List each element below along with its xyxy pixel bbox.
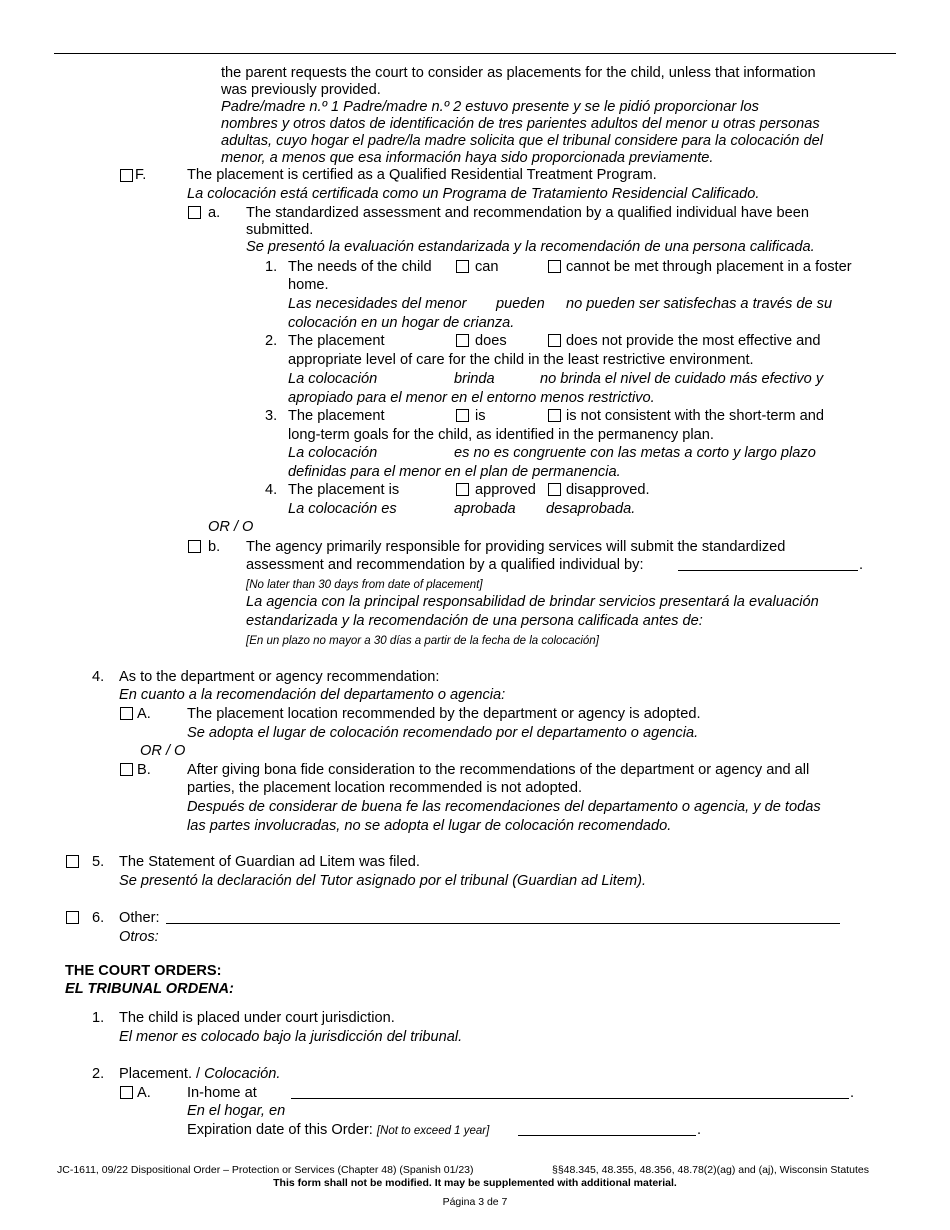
section-5-text-es: Se presentó la declaración del Tutor asignado por el tribunal (Guardian ad Litem).	[119, 873, 647, 889]
section-4-b-label: B.	[137, 762, 151, 778]
section-6-checkbox[interactable]	[66, 911, 79, 924]
or-divider-1: OR / O	[208, 519, 254, 535]
finding-3-opt1: is	[475, 408, 486, 424]
section-4-b-es-2: las partes involucradas, no se adopta el lugar de colocación recomendado.	[187, 818, 672, 834]
item-f-a-label: a.	[208, 205, 221, 221]
finding-3-es-lead: La colocación	[288, 445, 378, 461]
finding-1-es-opt2: no pueden ser satisfechas a través de su	[566, 296, 833, 312]
finding-1-es-line-2: colocación en un hogar de crianza.	[288, 315, 515, 331]
expiration-label: Expiration date of this Order:	[187, 1122, 373, 1138]
order-1-text: The child is placed under court jurisdiction.	[119, 1010, 395, 1026]
finding-1-opt2: cannot be met through placement in a foster	[566, 259, 852, 275]
finding-3-line-2: long-term goals for the child, as identified in the permanency plan.	[288, 427, 714, 443]
item-f-a-text-es: Se presentó la evaluación estandarizada y la recomendación de una persona calificada.	[246, 239, 815, 255]
finding-2-number: 2.	[265, 333, 278, 349]
finding-4-es-opt1: aprobada	[454, 501, 516, 517]
finding-1-line-2: home.	[288, 277, 329, 293]
finding-4-opt1: approved	[475, 482, 536, 498]
item-f-text-es: La colocación está certificada como un Programa de Tratamiento Residencial Calificado.	[187, 186, 760, 202]
section-4-a-text-es: Se adopta el lugar de colocación recomendado por el departamento o agencia.	[187, 725, 699, 741]
court-orders-title-es: EL TRIBUNAL ORDENA:	[65, 981, 234, 997]
finding-4-disapproved-checkbox[interactable]	[548, 483, 561, 496]
header-rule	[54, 53, 896, 54]
section-4-a-text: The placement location recommended by the department or agency is adopted.	[187, 706, 701, 722]
order-2-text-es: Colocación.	[204, 1066, 281, 1082]
footer-page-number: Página 3 de 7	[442, 1196, 508, 1208]
submission-date-period: .	[859, 557, 864, 573]
finding-2-does-checkbox[interactable]	[456, 334, 469, 347]
finding-4-lead: The placement is	[288, 482, 400, 498]
item-f-a-text-2: submitted.	[246, 222, 314, 238]
order-2-text	[119, 1065, 280, 1083]
top-es-line-4: menor, a menos que esa información haya sido proporcionada previamente.	[221, 150, 714, 166]
finding-1-can-checkbox[interactable]	[456, 260, 469, 273]
finding-1-opt1: can	[475, 259, 499, 275]
item-f-b-note: [No later than 30 days from date of placement]	[246, 579, 483, 591]
item-f-b-es-note: [En un plazo no mayor a 30 días a partir de la fecha de la colocación]	[246, 635, 599, 647]
item-f-b-text-2: assessment and recommendation by a qualified individual by:	[246, 557, 644, 573]
item-f-a-checkbox[interactable]	[188, 206, 201, 219]
item-f-b-checkbox[interactable]	[188, 540, 201, 553]
order-2-text-en: Placement. /	[119, 1066, 205, 1082]
finding-4-number: 4.	[265, 482, 278, 498]
finding-3-is-checkbox[interactable]	[456, 409, 469, 422]
top-line-2: was previously provided.	[221, 82, 381, 98]
section-4-b-text-2: parties, the placement location recommended is not adopted.	[187, 780, 583, 796]
order-1-number: 1.	[92, 1010, 105, 1026]
footer-notice: This form shall not be modified. It may be supplemented with additional material.	[273, 1177, 677, 1189]
or-divider-2: OR / O	[140, 743, 186, 759]
expiration-period: .	[697, 1122, 702, 1138]
finding-1-cannot-checkbox[interactable]	[548, 260, 561, 273]
submission-date-field[interactable]	[678, 570, 858, 571]
top-es-line-2: nombres y otros datos de identificación de tres parientes adultos del menor u otras personas	[221, 116, 820, 132]
section-6-number: 6.	[92, 910, 105, 926]
section-6-text-es: Otros:	[119, 929, 159, 945]
court-orders-title: THE COURT ORDERS:	[65, 963, 222, 979]
finding-1-lead: The needs of the child	[288, 259, 432, 275]
finding-2-does-not-checkbox[interactable]	[548, 334, 561, 347]
order-2-a-text: In-home at	[187, 1085, 257, 1101]
section-5-number: 5.	[92, 854, 105, 870]
section-4-a-label: A.	[137, 706, 151, 722]
finding-4-es-lead: La colocación es	[288, 501, 397, 517]
finding-1-es-lead: Las necesidades del menor	[288, 296, 467, 312]
section-4-number: 4.	[92, 669, 105, 685]
order-2-a-checkbox[interactable]	[120, 1086, 133, 1099]
finding-4-approved-checkbox[interactable]	[456, 483, 469, 496]
item-f-a-text-1: The standardized assessment and recommendation by a qualified individual have been	[246, 205, 810, 221]
footer-statutes: §§48.345, 48.355, 48.356, 48.78(2)(ag) and (aj), Wisconsin Statutes	[552, 1164, 869, 1176]
finding-3-lead: The placement	[288, 408, 385, 424]
finding-2-es-opt1: brinda	[454, 371, 495, 387]
finding-4-es-opt2: desaprobada.	[546, 501, 636, 517]
finding-3-es-opt1: es no es congruente con las metas a corto y largo plazo	[454, 445, 816, 461]
finding-2-opt1: does	[475, 333, 507, 349]
finding-2-es-lead: La colocación	[288, 371, 378, 387]
other-field[interactable]	[166, 923, 840, 924]
finding-3-opt2: is not consistent with the short-term and	[566, 408, 824, 424]
order-1-text-es: El menor es colocado bajo la jurisdicción del tribunal.	[119, 1029, 463, 1045]
in-home-period: .	[850, 1085, 855, 1101]
section-4-text: As to the department or agency recommendation:	[119, 669, 440, 685]
order-2-a-text-es: En el hogar, en	[187, 1103, 286, 1119]
item-f-text: The placement is certified as a Qualified Residential Treatment Program.	[187, 167, 657, 183]
section-4-text-es: En cuanto a la recomendación del departamento o agencia:	[119, 687, 506, 703]
top-es-line-3: adultas, cuyo hogar el padre/la madre solicita que el tribunal considere para la colocación del	[221, 133, 823, 149]
item-f-label: F.	[135, 167, 147, 183]
in-home-field[interactable]	[291, 1098, 849, 1099]
order-2-number: 2.	[92, 1066, 105, 1082]
order-2-a-label: A.	[137, 1085, 151, 1101]
finding-1-number: 1.	[265, 259, 278, 275]
section-5-text: The Statement of Guardian ad Litem was filed.	[119, 854, 420, 870]
finding-2-es-line-2: apropiado para el menor en el entorno menos restrictivo.	[288, 390, 655, 406]
item-f-b-text-1: The agency primarily responsible for providing services will submit the standardized	[246, 539, 786, 555]
expiration-date-field[interactable]	[518, 1135, 696, 1136]
finding-2-line-2: appropriate level of care for the child in the least restrictive environment.	[288, 352, 754, 368]
finding-2-es-opt2: no brinda el nivel de cuidado más efectivo y	[540, 371, 824, 387]
item-f-b-es-2: estandarizada y la recomendación de una persona calificada antes de:	[246, 613, 703, 629]
top-line-1: the parent requests the court to consider as placements for the child, unless that information	[221, 65, 816, 81]
finding-2-opt2: does not provide the most effective and	[566, 333, 821, 349]
item-f-checkbox[interactable]	[120, 169, 133, 182]
item-f-b-es-1: La agencia con la principal responsabilidad de brindar servicios presentará la evaluación	[246, 594, 819, 610]
finding-2-lead: The placement	[288, 333, 385, 349]
section-6-text: Other:	[119, 910, 160, 926]
finding-3-es-line-2: definidas para el menor en el plan de permanencia.	[288, 464, 621, 480]
finding-3-number: 3.	[265, 408, 278, 424]
finding-1-es-opt1: pueden	[496, 296, 545, 312]
section-4-b-checkbox[interactable]	[120, 763, 133, 776]
item-f-b-label: b.	[208, 539, 221, 555]
expiration-date-row	[187, 1121, 489, 1140]
finding-4-opt2: disapproved.	[566, 482, 650, 498]
section-4-b-es-1: Después de considerar de buena fe las recomendaciones del departamento o agencia, y de todas	[187, 799, 821, 815]
finding-3-is-not-checkbox[interactable]	[548, 409, 561, 422]
section-4-b-text-1: After giving bona fide consideration to the recommendations of the department or agency and all	[187, 762, 810, 778]
top-es-line-1: Padre/madre n.º 1 Padre/madre n.º 2 estuvo presente y se le pidió proporcionar los	[221, 99, 759, 115]
section-5-checkbox[interactable]	[66, 855, 79, 868]
section-4-a-checkbox[interactable]	[120, 707, 133, 720]
footer-form-id: JC-1611, 09/22 Dispositional Order – Protection or Services (Chapter 48) (Spanish 01/23)	[57, 1164, 474, 1176]
expiration-note: [Not to exceed 1 year]	[376, 1125, 490, 1137]
